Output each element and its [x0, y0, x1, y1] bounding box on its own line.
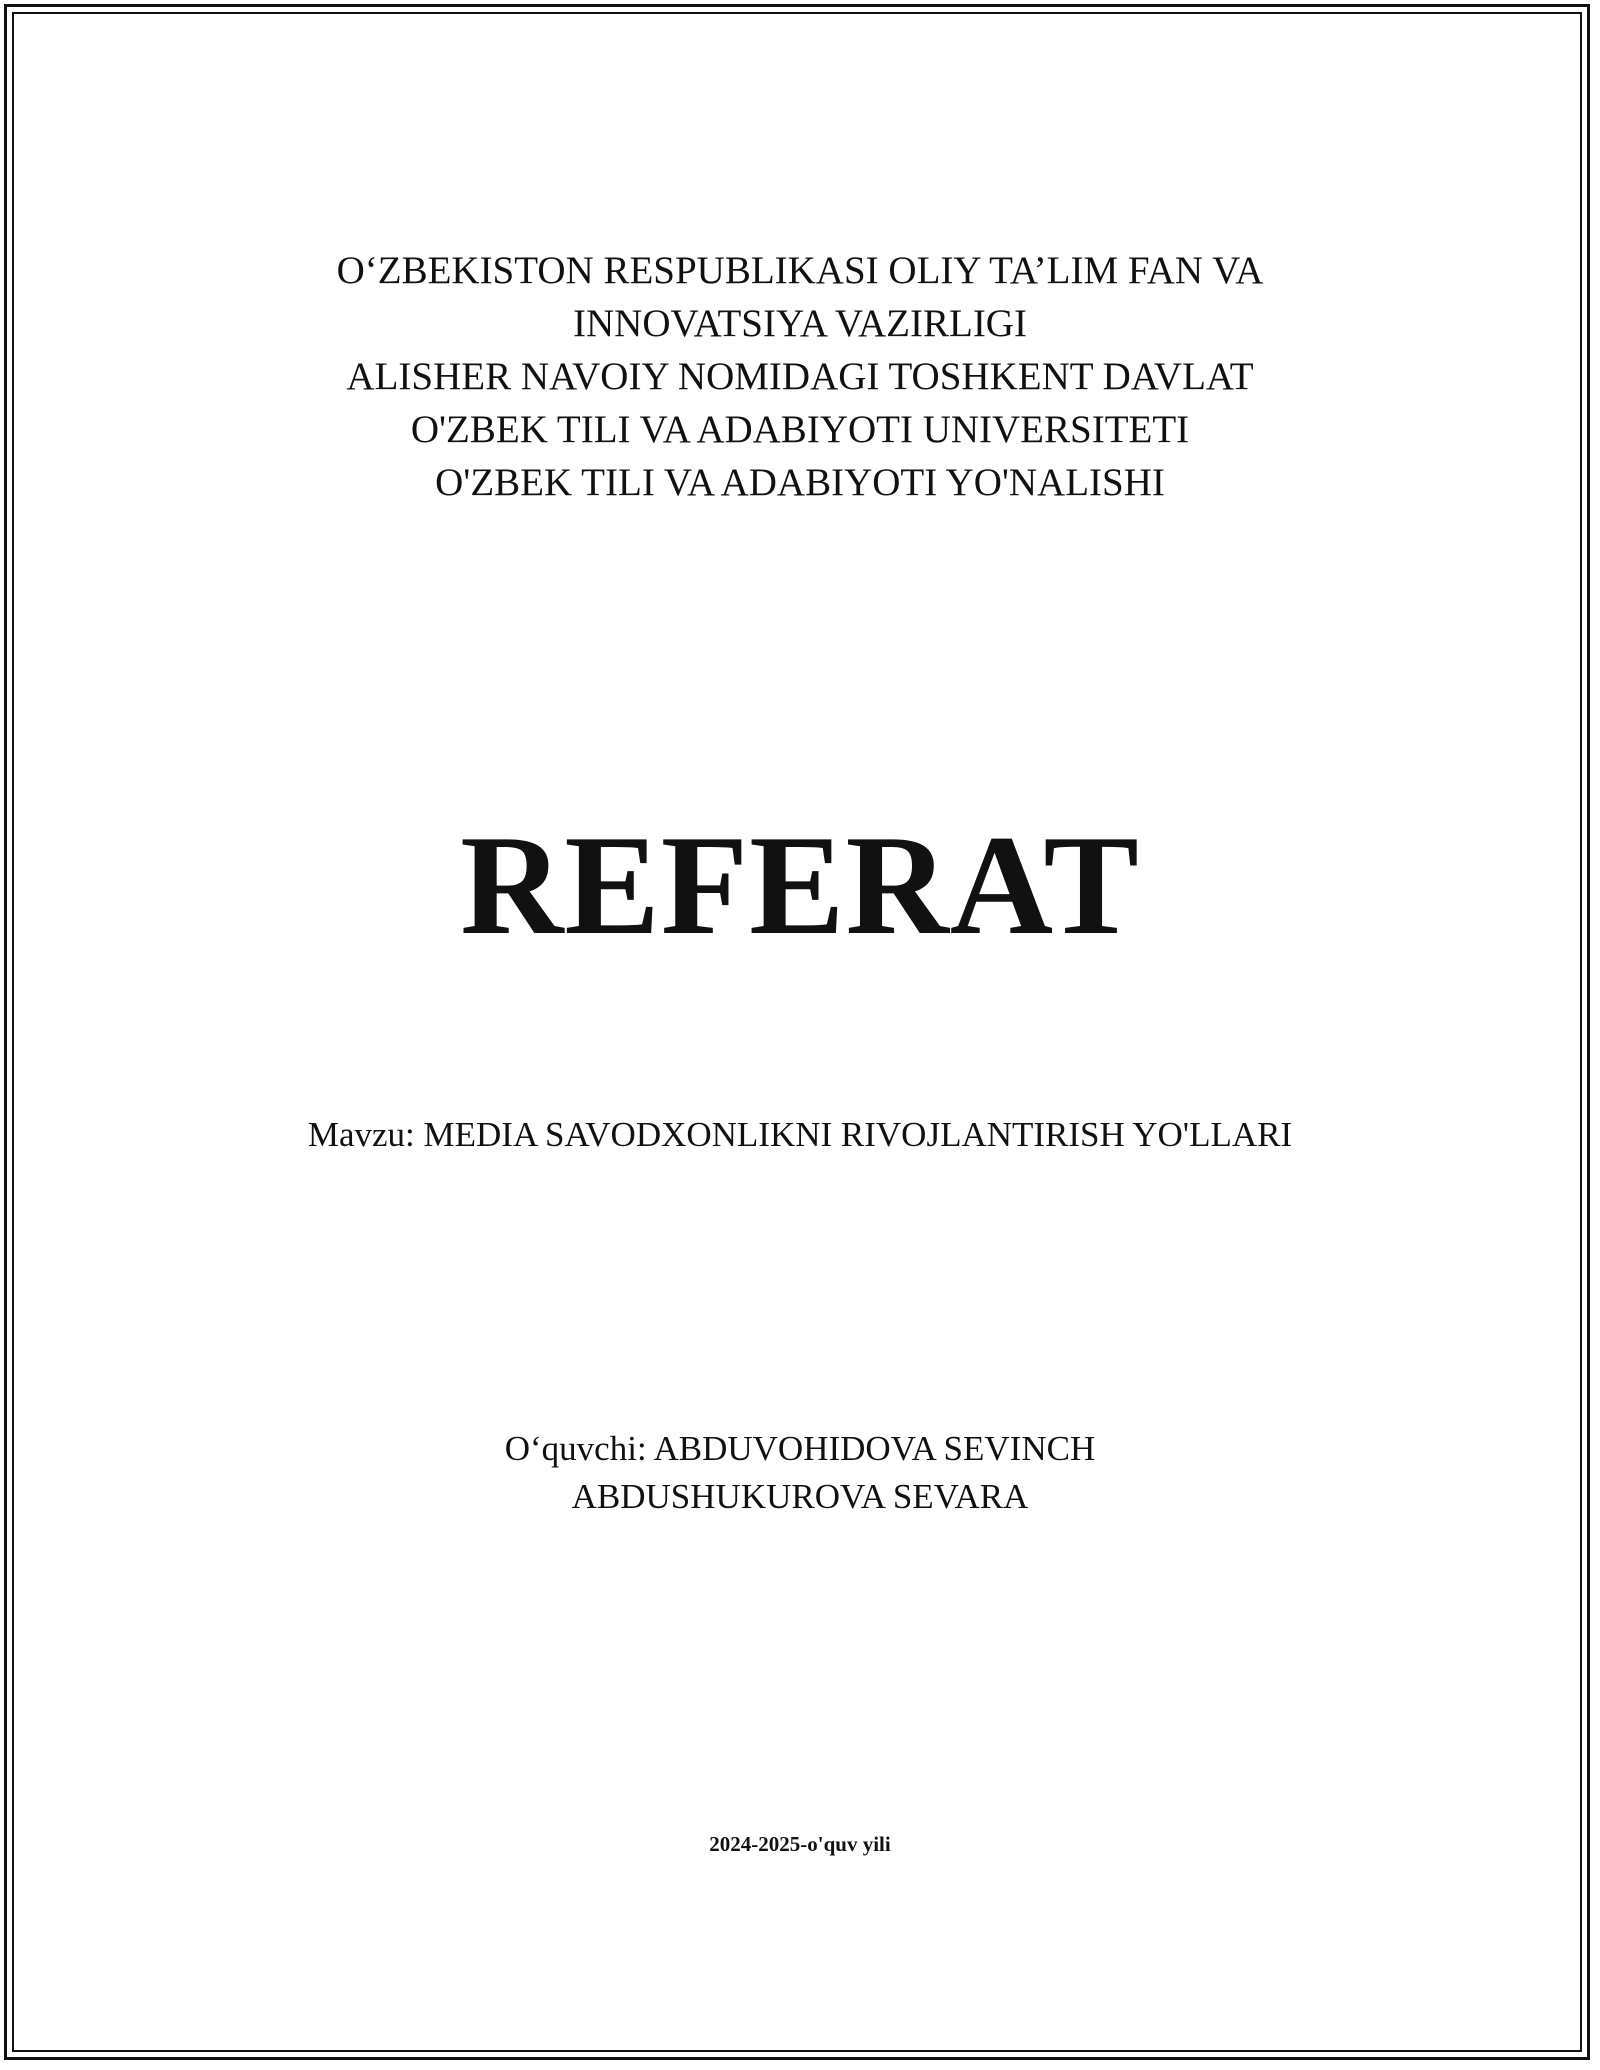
header-line-ministry-cont: INNOVATSIYA VAZIRLIGI: [573, 302, 1027, 345]
header-line-department: O'ZBEK TILI VA ADABIYOTI YO'NALISHI: [435, 461, 1165, 504]
student-line-2: ABDUSHUKUROVA SEVARA: [571, 1477, 1029, 1516]
header-line-university: ALISHER NAVOIY NOMIDAGI TOSHKENT DAVLAT: [346, 355, 1254, 398]
students-block: [0, 1425, 1600, 1521]
header-line-ministry: O‘ZBEKISTON RESPUBLIKASI OLIY TA’LIM FAN VA: [336, 249, 1264, 292]
document-title: REFERAT: [460, 806, 1140, 964]
institution-header: [0, 244, 1600, 509]
topic-line: Mavzu: MEDIA SAVODXONLIKNI RIVOJLANTIRISH YO'LLARI: [307, 1115, 1293, 1154]
academic-year: 2024-2025-o'quv yili: [709, 1832, 891, 1856]
header-line-university-cont: O'ZBEK TILI VA ADABIYOTI UNIVERSITETI: [410, 408, 1190, 451]
student-line-1: O‘quvchi: ABDUVOHIDOVA SEVINCH: [504, 1429, 1096, 1468]
